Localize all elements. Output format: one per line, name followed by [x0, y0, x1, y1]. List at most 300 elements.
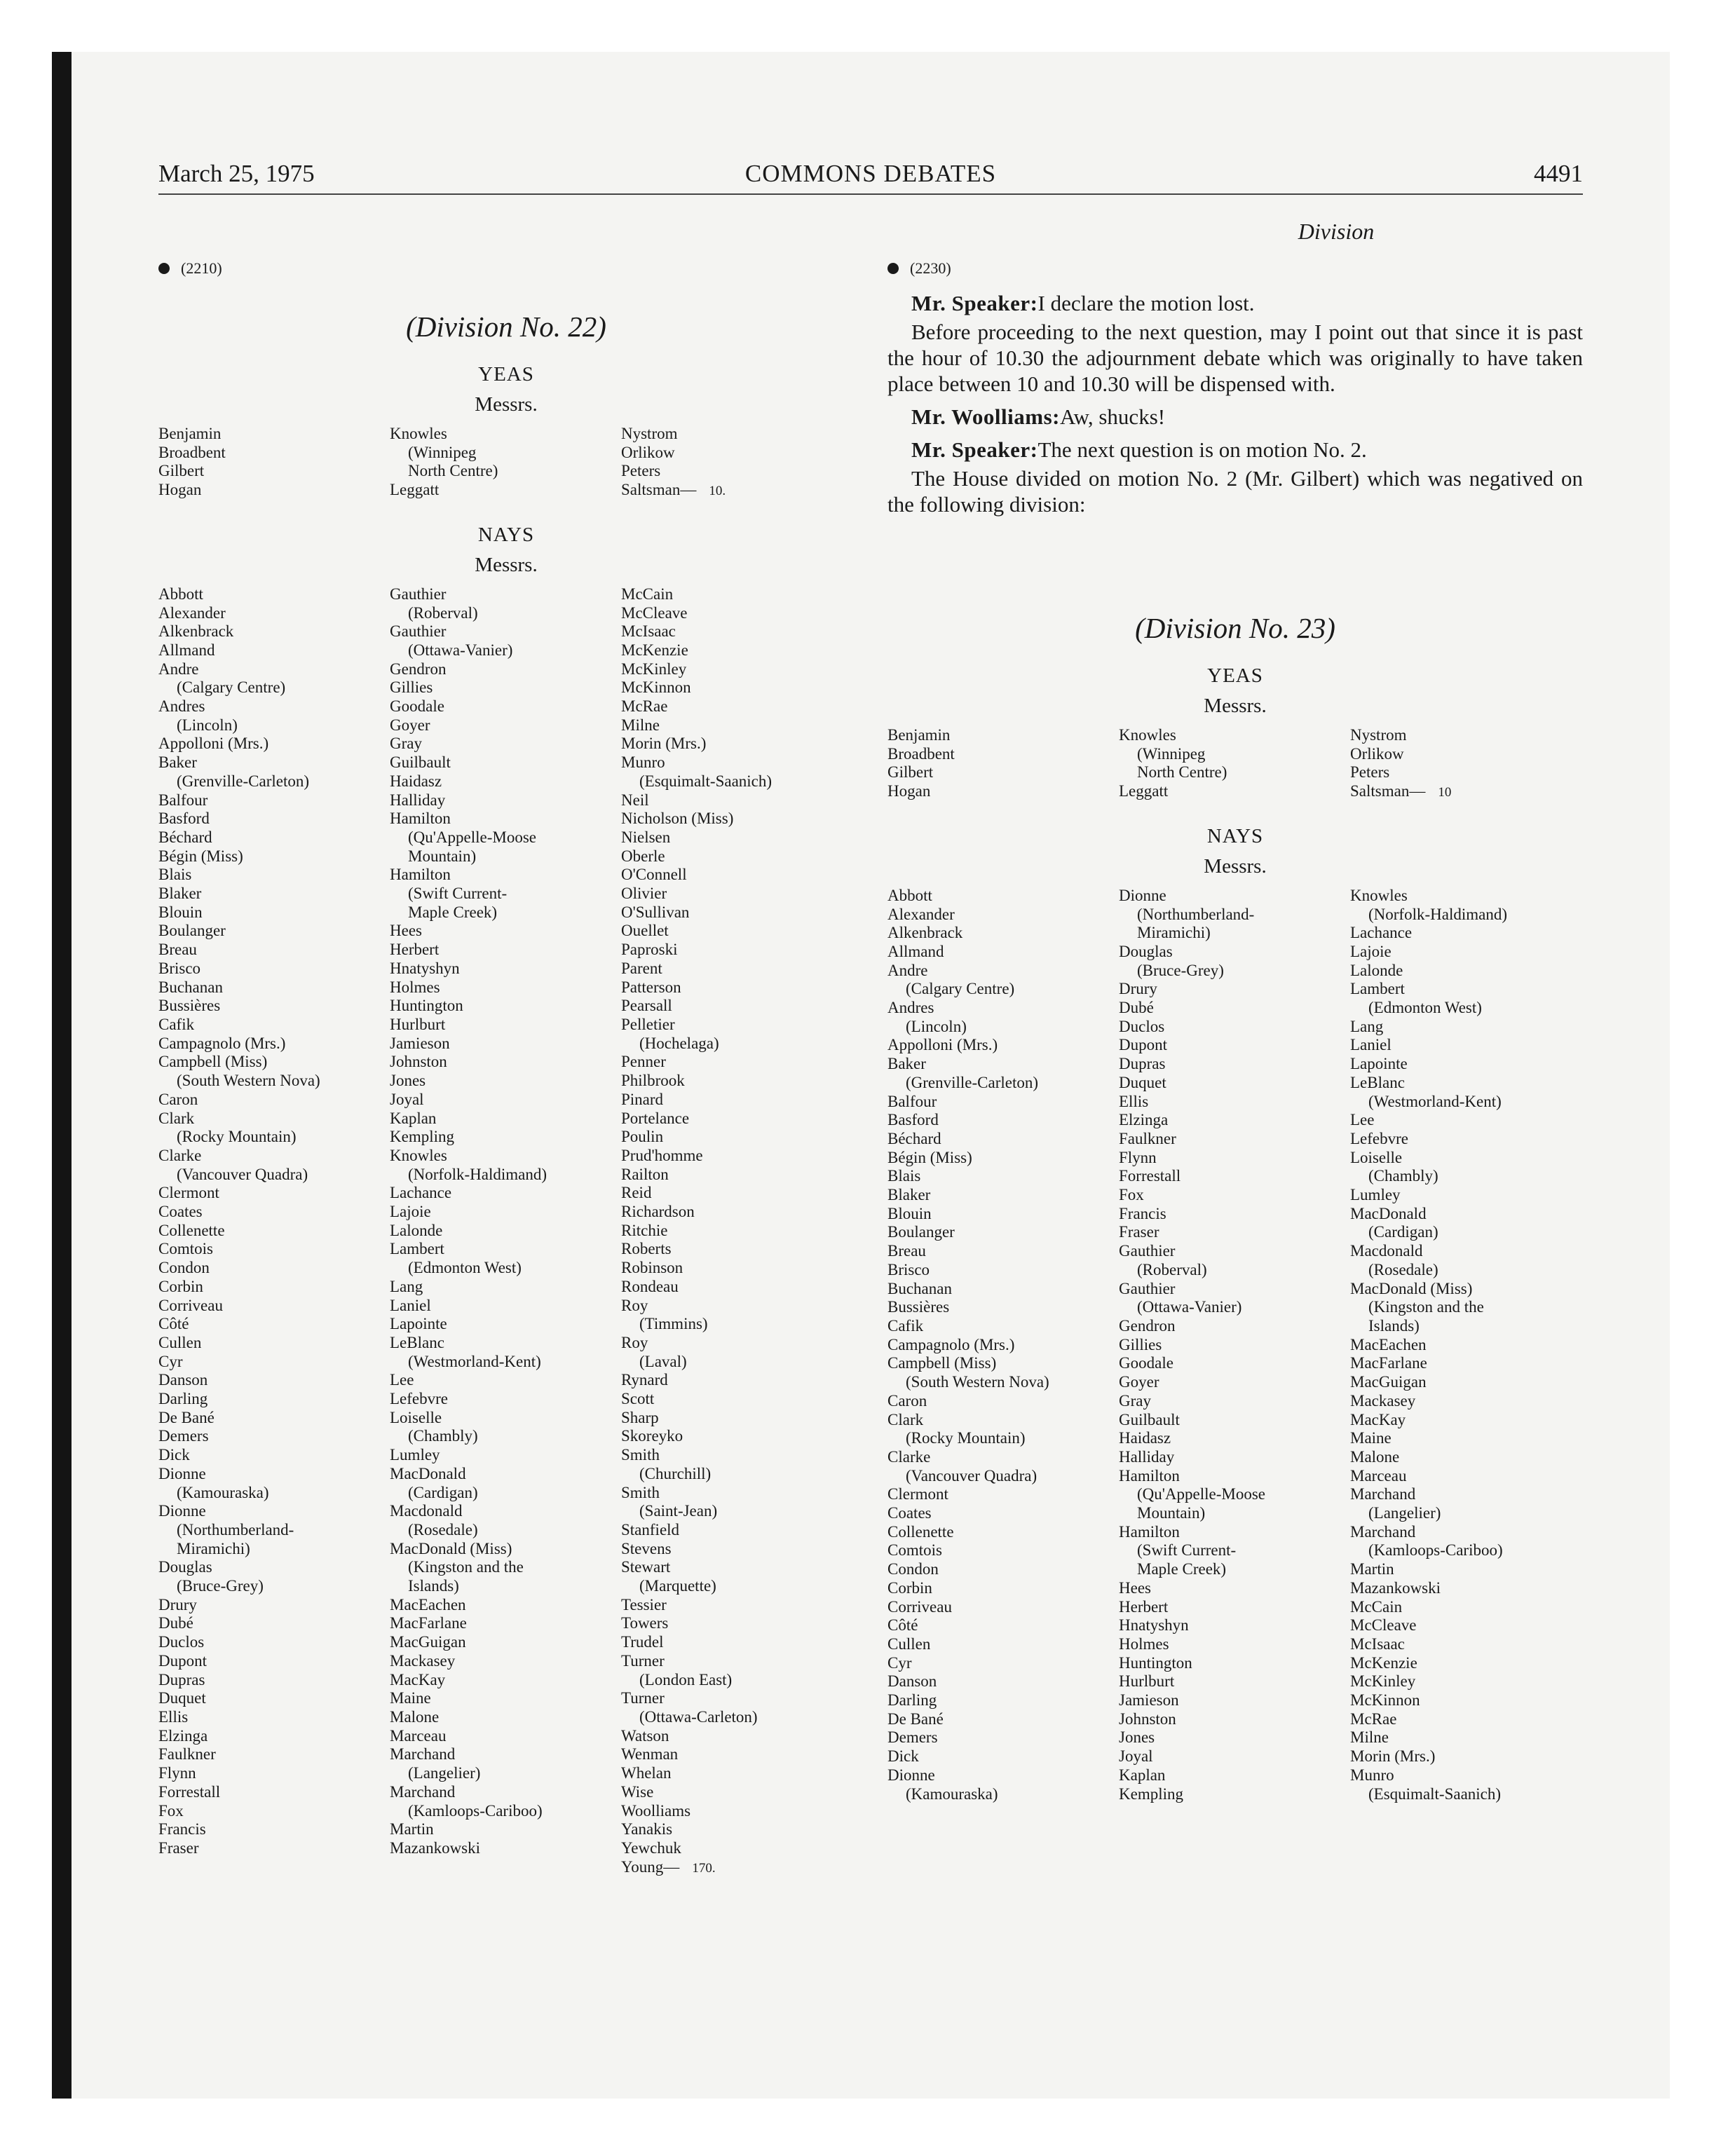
member-name: Béchard — [887, 1129, 941, 1147]
member-name: Stewart — [621, 1558, 671, 1576]
yeas-heading: YEAS — [1207, 664, 1263, 687]
member-name: Bussières — [887, 1298, 950, 1316]
time-marker-text: (2210) — [181, 259, 222, 277]
riding-name: (Kamloops-Cariboo) — [1368, 1541, 1503, 1560]
member-name: McIsaac — [621, 622, 676, 641]
member-name: Gendron — [1119, 1316, 1176, 1335]
riding-name: (Rosedale) — [408, 1520, 478, 1538]
member-name: Nicholson (Miss) — [621, 810, 734, 828]
member-name: Lajoie — [1350, 942, 1392, 960]
riding-name: (Bruce-Grey) — [177, 1577, 264, 1595]
member-name: LeBlanc — [390, 1333, 444, 1351]
riding-name: (Rosedale) — [1368, 1260, 1438, 1278]
vote-total: 10. — [709, 484, 726, 499]
member-name: Nielsen — [621, 828, 671, 846]
member-name: Cullen — [158, 1333, 202, 1351]
member-name: Lang — [1350, 1017, 1384, 1035]
member-name: Baker — [158, 753, 197, 772]
riding-name: (Edmonton West) — [1368, 999, 1482, 1017]
name-column — [887, 887, 1119, 1803]
member-name: McIsaac — [1350, 1635, 1405, 1653]
member-name: Rondeau — [621, 1277, 679, 1295]
member-name: Francis — [158, 1820, 206, 1838]
member-name: Andres — [887, 999, 934, 1017]
member-name: Maine — [390, 1689, 431, 1707]
member-name: Elzinga — [158, 1726, 208, 1745]
member-name: Lalonde — [390, 1221, 443, 1239]
member-name: Gillies — [390, 678, 433, 697]
member-name: Basford — [887, 1111, 939, 1129]
member-name: Roy — [621, 1296, 648, 1314]
member-name: Dupont — [158, 1651, 207, 1670]
riding-name: (Lincoln) — [906, 1017, 967, 1035]
member-name — [621, 1858, 854, 1878]
member-name: McRae — [1350, 1710, 1397, 1728]
member-name: Douglas — [158, 1558, 212, 1576]
member-name: MacGuigan — [390, 1633, 466, 1651]
member-name: MacFarlane — [1350, 1354, 1427, 1372]
member-name: Boulanger — [887, 1223, 955, 1241]
member-name: Roy — [621, 1333, 648, 1351]
member-name: Alkenbrack — [887, 924, 963, 942]
member-name: Hamilton — [1119, 1466, 1180, 1485]
member-name: Hurlburt — [1119, 1672, 1175, 1691]
member-name: Alexander — [158, 603, 226, 622]
member-name: Neil — [621, 791, 649, 809]
riding-name: (Esquimalt-Saanich) — [1368, 1785, 1502, 1803]
name-column — [887, 726, 1119, 803]
member-name: Dupras — [158, 1670, 205, 1688]
name-column — [621, 585, 854, 1878]
riding-name: (Laval) — [639, 1352, 687, 1370]
member-name: Peters — [1350, 763, 1390, 782]
member-name: Dick — [158, 1446, 190, 1464]
member-name: Dionne — [158, 1464, 206, 1482]
riding-name: (Hochelaga) — [639, 1034, 719, 1052]
member-name: Forrestall — [1119, 1167, 1181, 1185]
member-name: Malone — [390, 1708, 440, 1726]
member-name: Scott — [621, 1390, 655, 1408]
member-name: Buchanan — [158, 978, 223, 996]
riding-name: (Lincoln) — [177, 716, 238, 734]
member-name: Clermont — [887, 1485, 948, 1503]
member-name: Collenette — [158, 1221, 225, 1239]
member-name: Campbell (Miss) — [887, 1354, 997, 1372]
member-name: Knowles — [390, 1146, 447, 1164]
member-name: Martin — [390, 1820, 434, 1838]
member-name: Haidasz — [1119, 1429, 1171, 1447]
member-name: Huntington — [1119, 1653, 1192, 1672]
riding-name: (Northumberland- — [1137, 905, 1255, 923]
member-name: Abbott — [887, 886, 932, 904]
member-name: Hogan — [887, 782, 931, 800]
riding-name: Miramichi) — [1137, 924, 1211, 942]
member-name: Trudel — [621, 1633, 664, 1651]
member-name: Dubé — [1119, 999, 1154, 1017]
member-name: Campagnolo (Mrs.) — [158, 1034, 286, 1052]
member-name: Gray — [390, 735, 422, 753]
member-name: Fraser — [1119, 1223, 1159, 1241]
member-name: Peters — [621, 462, 661, 480]
riding-name: (Rocky Mountain) — [906, 1429, 1026, 1447]
scan-edge — [52, 52, 72, 2099]
riding-name: (Kingston and the — [408, 1558, 524, 1576]
member-name: Gauthier — [1119, 1279, 1176, 1297]
member-name: Fox — [158, 1801, 184, 1820]
member-name: McCleave — [1350, 1616, 1417, 1635]
bullet-icon — [158, 263, 170, 274]
member-name: Dionne — [887, 1766, 935, 1784]
riding-name: (Roberval) — [408, 603, 478, 622]
member-name: Pearsall — [621, 997, 672, 1015]
member-name: Herbert — [1119, 1597, 1169, 1616]
member-name: Cafik — [887, 1316, 924, 1335]
member-name: Towers — [621, 1614, 669, 1632]
debate-paragraph: The House divided on motion No. 2 (Mr. Gilbert) which was negatived on the following division: — [887, 466, 1583, 517]
nays-heading: NAYS — [477, 523, 535, 546]
member-name: Forrestall — [158, 1782, 221, 1801]
member-name: Condon — [887, 1560, 939, 1578]
member-name: Joyal — [390, 1090, 424, 1108]
member-name: Lee — [390, 1371, 414, 1389]
member-name: Yanakis — [621, 1820, 673, 1838]
member-name: Corriveau — [158, 1296, 223, 1314]
riding-name: (Vancouver Quadra) — [177, 1165, 308, 1183]
member-name: Béchard — [158, 828, 212, 846]
riding-name: (Ottawa-Vanier) — [1137, 1298, 1242, 1316]
time-marker — [887, 259, 1583, 278]
yeas-messrs: Messrs. — [475, 393, 538, 416]
member-name: Marchand — [390, 1745, 456, 1763]
member-name: Comtois — [887, 1541, 942, 1560]
member-name: Tessier — [621, 1595, 667, 1613]
member-name: Danson — [887, 1672, 937, 1691]
member-name: Nystrom — [1350, 726, 1407, 744]
member-name: Hnatyshyn — [1119, 1616, 1189, 1635]
member-name: Campagnolo (Mrs.) — [887, 1335, 1015, 1353]
left-column — [158, 245, 854, 1878]
member-name: Bégin (Miss) — [887, 1148, 972, 1166]
debate-paragraph: Before proceeding to the next question, may I point out that since it is past the hour of 10.30 the adjournment debate which was originally to have taken place between 10 and 10.30 will be dispensed with. — [887, 320, 1583, 396]
member-name: Balfour — [158, 791, 208, 809]
member-name: Laniel — [390, 1296, 431, 1314]
riding-name: (Kamouraska) — [906, 1785, 998, 1803]
nays-list — [158, 585, 854, 1878]
member-name: Danson — [158, 1371, 208, 1389]
member-name: Laniel — [1350, 1036, 1392, 1054]
riding-name: (Norfolk-Haldimand) — [408, 1165, 547, 1183]
riding-name: (Swift Current- — [408, 885, 508, 903]
member-name: McCain — [621, 585, 674, 603]
riding-name: Miramichi) — [177, 1539, 250, 1557]
member-name: Balfour — [887, 1092, 937, 1110]
member-name: Railton — [621, 1165, 669, 1183]
member-name: Coates — [158, 1203, 203, 1221]
member-name: Robinson — [621, 1259, 683, 1277]
member-name: Gauthier — [1119, 1242, 1176, 1260]
member-name: Reid — [621, 1184, 652, 1202]
riding-name: North Centre) — [408, 462, 498, 480]
member-name: Faulkner — [158, 1745, 216, 1763]
member-name: Lumley — [1350, 1186, 1401, 1204]
member-name: Lee — [1350, 1111, 1375, 1129]
riding-name: (Grenville-Carleton) — [906, 1073, 1039, 1091]
member-name: Parent — [621, 959, 662, 977]
riding-name: (Saint-Jean) — [639, 1502, 718, 1520]
member-name: Caron — [158, 1090, 198, 1108]
member-name: Alkenbrack — [158, 622, 234, 641]
member-name: Lachance — [1350, 924, 1413, 942]
riding-name: (Roberval) — [1137, 1260, 1207, 1278]
riding-name: (Calgary Centre) — [906, 980, 1015, 998]
member-name: Broadbent — [887, 744, 955, 763]
member-name: McCleave — [621, 603, 688, 622]
member-name: Pinard — [621, 1090, 664, 1108]
time-marker-text: (2230) — [910, 259, 951, 277]
riding-name: (Bruce-Grey) — [1137, 961, 1224, 979]
member-name: Guilbault — [390, 753, 451, 772]
member-name: MacKay — [390, 1670, 446, 1688]
right-column — [887, 245, 1583, 1803]
name-column — [158, 425, 390, 501]
member-name: Munro — [1350, 1766, 1394, 1784]
name-column — [1350, 726, 1583, 803]
member-name: Corbin — [887, 1578, 932, 1597]
member-name: Hees — [390, 922, 422, 940]
member-name: Bégin (Miss) — [158, 847, 243, 865]
member-name: Dionne — [1119, 886, 1166, 904]
member-name: Lambert — [1350, 980, 1405, 998]
member-name: Halliday — [1119, 1447, 1175, 1466]
riding-name: (Marquette) — [639, 1577, 716, 1595]
member-name: Orlikow — [621, 443, 675, 461]
member-name: Caron — [887, 1391, 927, 1410]
member-name: Patterson — [621, 978, 681, 996]
riding-name: Islands) — [1368, 1316, 1420, 1335]
riding-name: (Langelier) — [1368, 1504, 1441, 1522]
member-name: Gilbert — [158, 462, 205, 480]
member-name: Mazankowski — [390, 1838, 481, 1857]
member-name: Hamilton — [390, 866, 451, 884]
member-name: Knowles — [390, 425, 447, 442]
member-name: Olivier — [621, 885, 667, 903]
member-name: Johnston — [390, 1053, 447, 1071]
member-name: Holmes — [390, 978, 440, 996]
member-name: McKenzie — [1350, 1653, 1417, 1672]
riding-name: (Edmonton West) — [408, 1259, 522, 1277]
member-name: Demers — [887, 1728, 938, 1747]
yeas-list — [887, 726, 1583, 803]
member-name: Broadbent — [158, 443, 226, 461]
member-name: Jamieson — [1119, 1691, 1179, 1710]
member-name: Oberle — [621, 847, 665, 865]
riding-name: (Qu'Appelle-Moose — [408, 828, 536, 846]
member-name: Cafik — [158, 1015, 195, 1033]
member-name: Haidasz — [390, 772, 442, 790]
member-name: Clark — [887, 1410, 924, 1428]
riding-name: (Westmorland-Kent) — [1368, 1092, 1502, 1110]
member-name: Loiselle — [1350, 1148, 1403, 1166]
member-name: Basford — [158, 810, 210, 828]
member-name: Lefebvre — [390, 1390, 448, 1408]
name-column — [1350, 887, 1583, 1803]
member-name: Dubé — [158, 1614, 193, 1632]
member-name: Lapointe — [1350, 1055, 1408, 1073]
member-name: Blais — [887, 1167, 921, 1185]
member-name: Ouellet — [621, 922, 669, 940]
member-name: Marceau — [1350, 1466, 1407, 1485]
member-name: Turner — [621, 1689, 665, 1707]
member-name: Lajoie — [390, 1203, 431, 1221]
member-name: Kempling — [1119, 1785, 1183, 1803]
header-page-number: 4491 — [1534, 160, 1583, 187]
member-name: Morin (Mrs.) — [1350, 1747, 1436, 1766]
member-name: Ellis — [1119, 1092, 1149, 1110]
yeas-list — [158, 425, 854, 501]
member-name: Mackasey — [1350, 1391, 1416, 1410]
member-name: Stanfield — [621, 1520, 680, 1538]
riding-name: (Swift Current- — [1137, 1541, 1237, 1560]
member-name: Corbin — [158, 1277, 203, 1295]
member-name: Blouin — [887, 1204, 932, 1222]
member-name: Darling — [887, 1691, 937, 1710]
member-name: Sharp — [621, 1408, 659, 1426]
member-name: Baker — [887, 1055, 926, 1073]
division-title: (Division No. 22) — [406, 311, 606, 343]
member-name: Dupont — [1119, 1036, 1167, 1054]
riding-name: (Chambly) — [408, 1427, 478, 1445]
bullet-icon — [887, 263, 899, 274]
member-name: Goyer — [1119, 1373, 1159, 1391]
riding-name: (Cardigan) — [408, 1483, 478, 1501]
member-name: Lachance — [390, 1184, 452, 1202]
member-name: De Bané — [158, 1408, 215, 1426]
member-name: Pelletier — [621, 1015, 675, 1033]
member-name — [621, 481, 854, 501]
member-name: Ellis — [158, 1708, 189, 1726]
member-name: Dick — [887, 1747, 919, 1766]
member-name: Bussières — [158, 997, 221, 1015]
time-marker — [158, 259, 854, 278]
name-column — [158, 585, 390, 1878]
member-name: Cyr — [158, 1352, 183, 1370]
member-name: Demers — [158, 1427, 209, 1445]
member-name: Buchanan — [887, 1279, 952, 1297]
member-name: Goodale — [1119, 1354, 1173, 1372]
riding-name: (Grenville-Carleton) — [177, 772, 310, 790]
member-name: Gray — [1119, 1391, 1151, 1410]
member-name: Holmes — [1119, 1635, 1169, 1653]
member-name: Turner — [621, 1651, 665, 1670]
member-name: Lang — [390, 1277, 423, 1295]
running-title: Division — [1298, 219, 1375, 244]
member-name: Benjamin — [158, 425, 222, 442]
member-name: Lambert — [390, 1240, 444, 1258]
page-header — [158, 154, 1583, 195]
member-name: Prud'homme — [621, 1146, 703, 1164]
member-name: Gilbert — [887, 763, 934, 782]
member-name: Milne — [621, 716, 660, 734]
member-name: Lefebvre — [1350, 1129, 1408, 1147]
member-name: Poulin — [621, 1128, 664, 1146]
member-name: Côté — [887, 1616, 918, 1635]
member-name: MacEachen — [390, 1595, 466, 1613]
name-column — [621, 425, 854, 501]
member-name: Smith — [621, 1483, 660, 1501]
riding-name: (South Western Nova) — [177, 1072, 320, 1090]
member-name: Elzinga — [1119, 1111, 1169, 1129]
member-name: Flynn — [158, 1764, 196, 1782]
member-name: MacDonald — [390, 1464, 466, 1482]
member-name: Malone — [1350, 1447, 1400, 1466]
nays-messrs: Messrs. — [475, 553, 538, 576]
member-name: Macdonald — [390, 1502, 463, 1520]
member-name: Coates — [887, 1504, 932, 1522]
member-name: Brisco — [887, 1260, 930, 1278]
member-name: McKenzie — [621, 641, 688, 659]
member-name: Portelance — [621, 1109, 690, 1127]
debate-paragraph: Mr. Woolliams:Aw, shucks! — [911, 404, 1166, 429]
member-name: De Bané — [887, 1710, 944, 1728]
riding-name: (Esquimalt-Saanich) — [639, 772, 773, 790]
member-name: Drury — [1119, 980, 1157, 998]
riding-name: (Ottawa-Carleton) — [639, 1708, 758, 1726]
riding-name: Maple Creek) — [408, 903, 498, 921]
member-name: Clermont — [158, 1184, 219, 1202]
member-name: Skoreyko — [621, 1427, 683, 1445]
member-name: Orlikow — [1350, 744, 1404, 763]
member-name: Faulkner — [1119, 1129, 1176, 1147]
member-name: Martin — [1350, 1560, 1394, 1578]
member-name: Woolliams — [621, 1801, 691, 1820]
member-name: Duquet — [158, 1689, 206, 1707]
member-name: Richardson — [621, 1203, 695, 1221]
header-date: March 25, 1975 — [158, 160, 315, 187]
member-name: Watson — [621, 1726, 669, 1745]
member-name: Cullen — [887, 1635, 931, 1653]
member-name: Corriveau — [887, 1597, 952, 1616]
member-name: Douglas — [1119, 942, 1173, 960]
member-name — [1350, 782, 1583, 803]
member-name: Nystrom — [621, 425, 678, 442]
member-name: Clark — [158, 1109, 195, 1127]
nays-messrs: Messrs. — [1204, 854, 1267, 878]
member-name: Loiselle — [390, 1408, 442, 1426]
member-name: Dupras — [1119, 1055, 1166, 1073]
member-name: Collenette — [887, 1522, 954, 1541]
member-name: Knowles — [1350, 886, 1408, 904]
member-name: Allmand — [887, 942, 944, 960]
riding-name: (Winnipeg — [1137, 744, 1206, 763]
member-name: Gauthier — [390, 622, 447, 641]
name-column — [390, 425, 621, 501]
riding-name: (London East) — [639, 1670, 733, 1688]
riding-name: (Langelier) — [408, 1764, 481, 1782]
riding-name: (Ottawa-Vanier) — [408, 641, 513, 659]
division-title: (Division No. 23) — [1135, 612, 1335, 644]
riding-name: (Timmins) — [639, 1315, 708, 1333]
member-name: Macdonald — [1350, 1242, 1423, 1260]
debate-paragraph: Mr. Speaker:I declare the motion lost. — [911, 291, 1255, 315]
member-name: Blouin — [158, 903, 203, 921]
member-name: Marceau — [390, 1726, 447, 1745]
member-name: Halliday — [390, 791, 446, 809]
member-name: McKinley — [1350, 1672, 1416, 1691]
member-name: Abbott — [158, 585, 203, 603]
member-name: Hurlburt — [390, 1015, 446, 1033]
member-name: Leggatt — [390, 481, 440, 499]
vote-total: 10 — [1438, 785, 1452, 800]
